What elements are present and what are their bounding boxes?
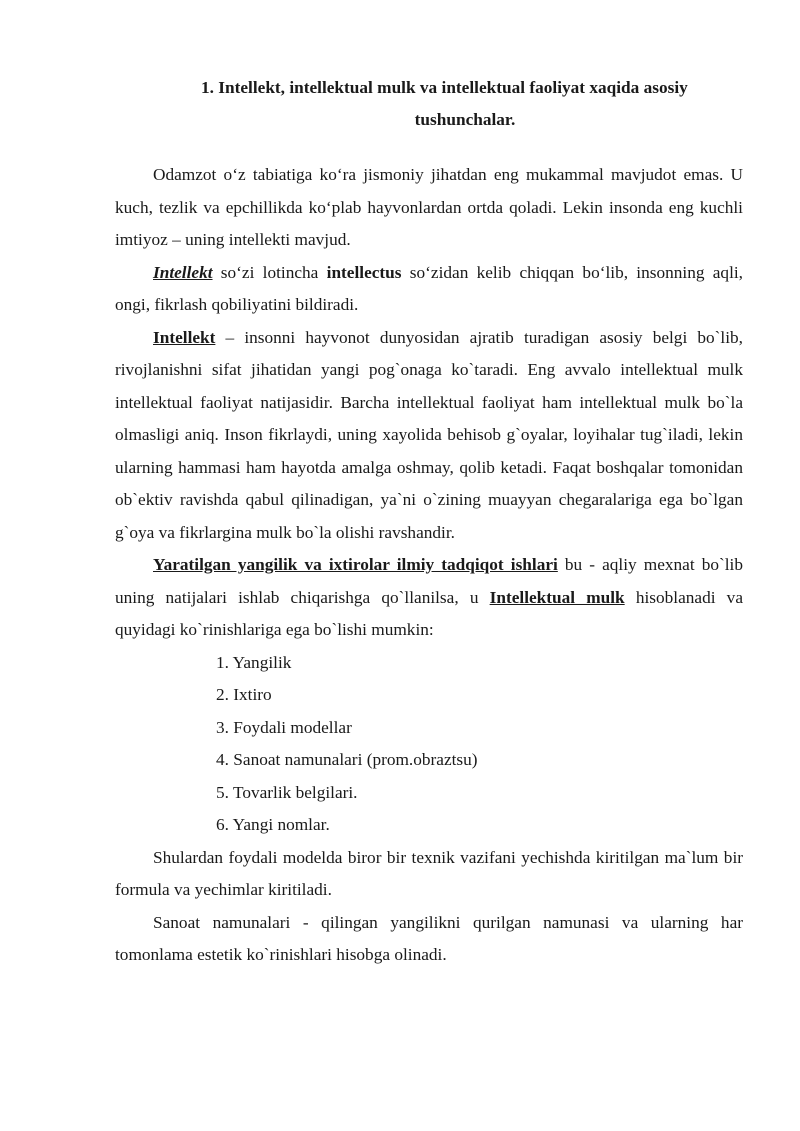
list-item: 2. Ixtiro	[216, 685, 272, 704]
ip-text-1: bu - aqliy mexnat bo`lib uning natijalari ishlab chiqarishga qo`llanilsa, u	[115, 555, 743, 607]
paragraph-definition	[115, 322, 743, 550]
term-intellekt: Intellekt	[153, 327, 216, 347]
list-item: 6. Yangi nomlar.	[216, 815, 330, 834]
document-page	[115, 72, 743, 972]
list-item: 5. Tovarlik belgilari.	[216, 782, 358, 802]
heading-line-2: tushunchalar.	[414, 110, 516, 129]
paragraph-industrial-designs: Sanoat namunalari - qilingan yangilikni qurilgan namunasi va ularning har tomonlama estetik ko`rinishlari hisobga olinadi.	[115, 912, 743, 964]
term-intellektual-mulk: Intellektual mulk	[489, 587, 625, 607]
section-heading	[115, 72, 743, 136]
forms-list	[115, 647, 743, 842]
list-item: 4. Sanoat namunalari (prom.obraztsu)	[216, 750, 478, 769]
term-intellekt-italic: Intellekt	[153, 262, 213, 282]
paragraph-intellectual-property	[115, 549, 743, 647]
list-item: 3. Foydali modellar	[216, 717, 352, 737]
heading-line-1: 1. Intellekt, intellektual mulk va intellektual faoliyat xaqida asosiy	[201, 78, 688, 97]
paragraph-useful-models: Shulardan foydali modelda biror bir texnik vazifani yechishda kiritilgan ma`lum bir formula va yechimlar kiritiladi.	[115, 847, 743, 899]
paragraph-etymology	[115, 257, 743, 322]
term-intellectus: intellectus	[326, 262, 402, 282]
list-item: 1. Yangilik	[216, 652, 292, 672]
paragraph-intro: Odamzot o‘z tabiatiga ko‘ra jismoniy jihatdan eng mukammal mavjudot emas. U kuch, tezlik va epchillikda ko‘plab hayvonlardan ortda qoladi. Lekin insonda eng kuchli imtiyoz – uning intellekti mavjud.	[115, 165, 743, 249]
definition-text: – insonni hayvonot dunyosidan ajratib turadigan asosiy belgi bo`lib, rivojlanishni sifat jihatidan yangi pog`onaga ko`taradi. Eng avvalo intellektual mulk intellektual faoliyat natijasidir. Barcha intellektual faoliyat ham intellektual mulk bo`la olmasligi aniq. Inson fikrlaydi, uning xayolida behisob g`oyalar, loyihalar tug`iladi, lekin ularning hammasi ham hayotda amalga oshmay, qolib ketadi. Faqat boshqalar tomonidan ob`ektiv ravishda qabul qilinadigan, ya`ni o`zining muayyan chegaralariga ega bo`lgan g`oya va fikrlargina mulk bo`la olishi ravshandir.	[115, 327, 743, 542]
term-inventions: Yaratilgan yangilik va ixtirolar ilmiy tadqiqot ishlari	[153, 555, 558, 574]
ip-text-2: hisoblanadi va quyidagi ko`rinishlariga ega bo`lishi mumkin:	[115, 587, 743, 639]
etymology-text-1: so‘zi lotincha	[212, 262, 327, 282]
etymology-text-2: so‘zidan kelib chiqqan bo‘lib, insonning aqli, ongi, fikrlash qobiliyatini bildiradi.	[115, 262, 743, 314]
